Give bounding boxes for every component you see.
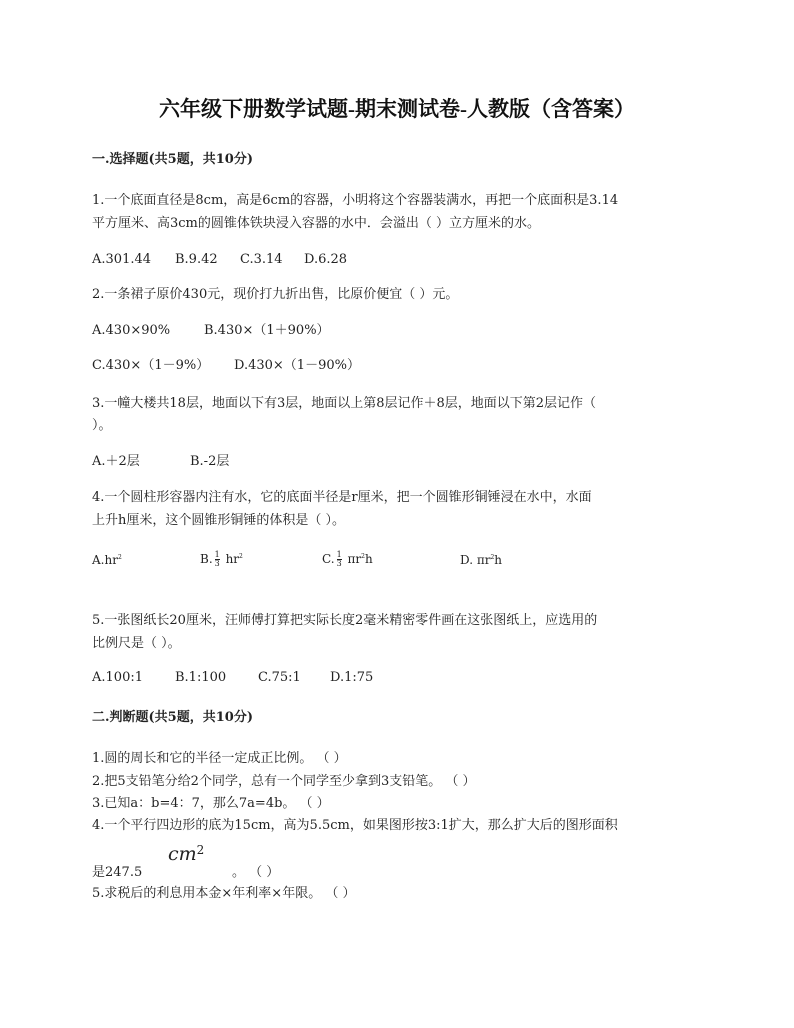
question-5-option-d: D.1:75 bbox=[330, 670, 374, 685]
question-5-line-2: 比例尺是（ ）。 bbox=[92, 636, 181, 651]
question-4-option-b: B. $\frac{1}{3}$ $hr^2$ bbox=[200, 550, 243, 568]
question-5-option-c: C.75:1 bbox=[258, 670, 301, 685]
question-2-line-1: 2.一条裙子原价430元，现价打九折出售，比原价便宜（ ）元。 bbox=[92, 287, 459, 302]
judgement-item-5: 5.求税后的利息用本金×年利率×年限。 （ ） bbox=[92, 886, 356, 901]
question-2-option-c: C.430×（1－9%） bbox=[92, 358, 210, 373]
question-1-line-1: 1.一个底面直径是8cm，高是6cm的容器，小明将这个容器装满水，再把一个底面积是3.14 bbox=[92, 193, 619, 208]
question-3-line-2: ）。 bbox=[92, 418, 112, 433]
question-2-option-a: A.430×90% bbox=[92, 323, 171, 338]
question-4-option-d: D. $\pi r^2h$ bbox=[460, 553, 503, 567]
question-3-option-a: A.＋2层 bbox=[92, 454, 140, 469]
question-1-option-a: A.301.44 bbox=[92, 252, 152, 267]
question-3-line-1: 3.一幢大楼共18层，地面以下有3层，地面以上第8层记作＋8层，地面以下第2层记作（ bbox=[92, 396, 597, 411]
question-1-line-2: 平方厘米、高3cm的圆锥体铁块浸入容器的水中．会溢出（ ）立方厘米的水。 bbox=[92, 216, 541, 231]
question-1-option-c: C.3.14 bbox=[240, 252, 283, 267]
unit-cm-squared: $cm^2$ bbox=[168, 843, 205, 865]
judgement-item-1: 1.圆的周长和它的半径一定成正比例。 （ ） bbox=[92, 751, 347, 766]
fraction-one-third: $\frac{1}{3}$ bbox=[214, 550, 220, 568]
question-3-option-b: B.-2层 bbox=[190, 454, 230, 469]
judgement-item-4-line-2-suffix: 。 （ ） bbox=[232, 865, 280, 880]
question-5-line-1: 5.一张图纸长20厘米，汪师傅打算把实际长度2毫米精密零件画在这张图纸上，应选用的 bbox=[92, 613, 598, 628]
section-heading-judgement: 二.判断题(共5题，共10分) bbox=[92, 710, 253, 725]
page-title: 六年级下册数学试题-期末测试卷-人教版（含答案） bbox=[159, 97, 635, 121]
question-5-option-b: B.1:100 bbox=[175, 670, 227, 685]
question-4-option-c: C. $\frac{1}{3}$ $\pi r^2h$ bbox=[322, 550, 373, 568]
judgement-item-2: 2.把5支铅笔分给2个同学，总有一个同学至少拿到3支铅笔。 （ ） bbox=[92, 774, 476, 789]
question-1-option-b: B.9.42 bbox=[175, 252, 218, 267]
question-4-option-a: $A.hr^2$ bbox=[92, 553, 122, 567]
question-2-option-d: D.430×（1－90%） bbox=[234, 358, 360, 373]
question-4-line-2: 上升h厘米，这个圆锥形铜锤的体积是（ ）。 bbox=[92, 513, 346, 528]
fraction-one-third: $\frac{1}{3}$ bbox=[336, 550, 342, 568]
question-5-option-a: A.100:1 bbox=[92, 670, 143, 685]
question-4-line-1: 4.一个圆柱形容器内注有水，它的底面半径是r厘米，把一个圆锥形铜锤浸在水中，水面 bbox=[92, 490, 592, 505]
question-1-option-d: D.6.28 bbox=[304, 252, 348, 267]
judgement-item-4-line-2-prefix: 是247.5 bbox=[92, 865, 143, 880]
judgement-item-4-line-1: 4.一个平行四边形的底为15cm，高为5.5cm，如果图形按3:1扩大，那么扩大后的图形面积 bbox=[92, 818, 618, 833]
question-2-option-b: B.430×（1＋90%） bbox=[204, 323, 330, 338]
section-heading-choice: 一.选择题(共5题，共10分) bbox=[92, 152, 253, 167]
judgement-item-3: 3.已知a：b=4：7，那么7a=4b。 （ ） bbox=[92, 796, 330, 811]
